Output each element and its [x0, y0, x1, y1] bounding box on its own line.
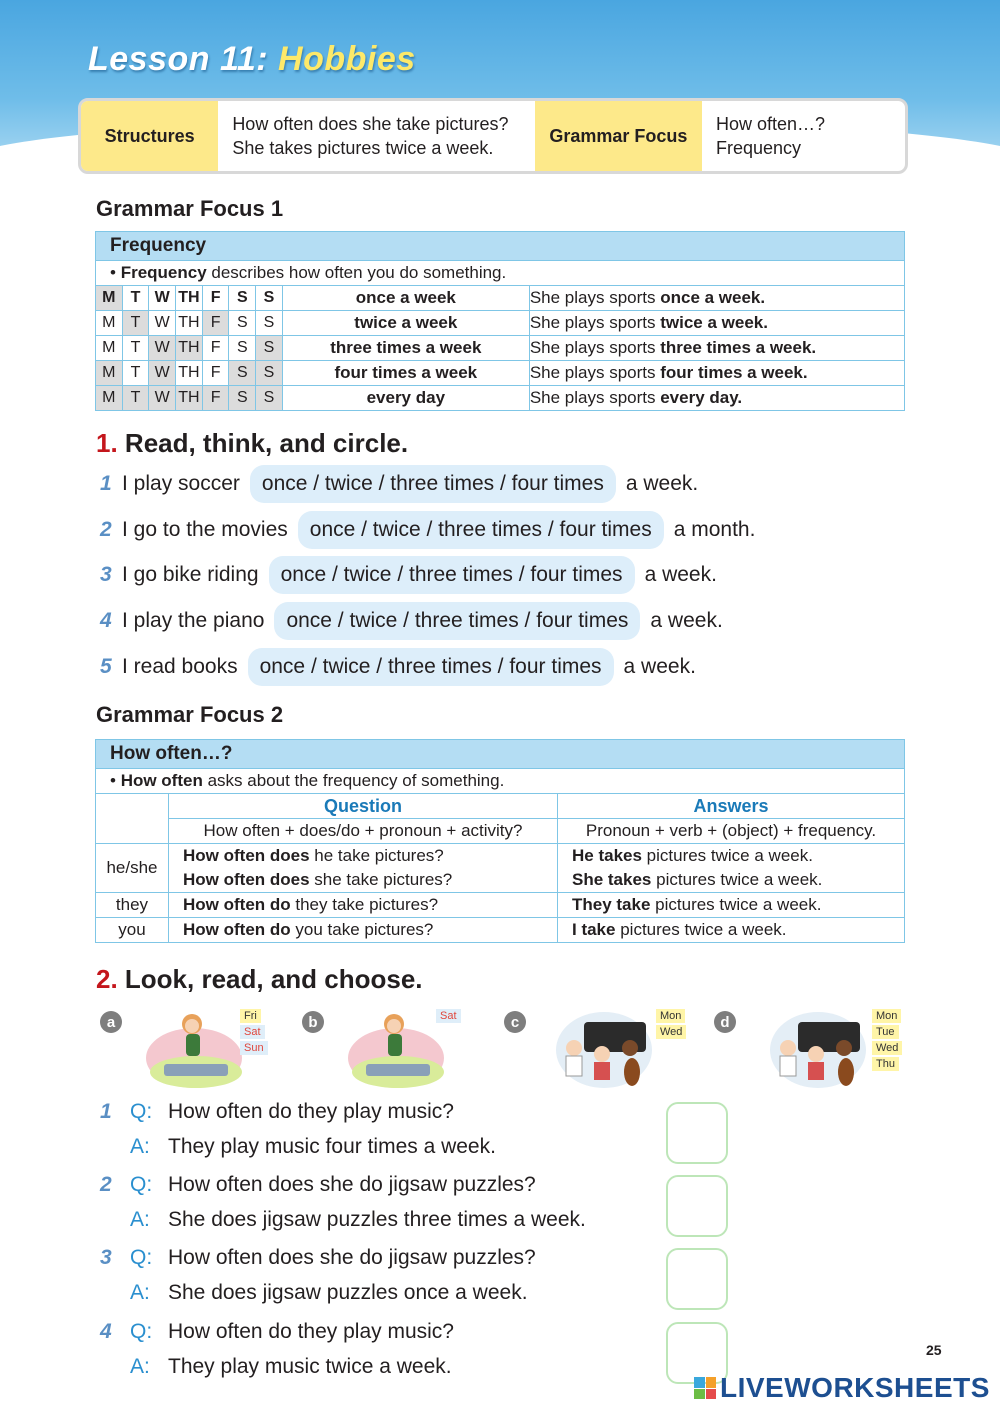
day-cell: S: [256, 336, 283, 361]
day-cell: W: [149, 336, 176, 361]
day-cell: TH: [176, 386, 203, 411]
a-label: A:: [130, 1355, 150, 1378]
structures-box: [78, 98, 908, 174]
frequency-options[interactable]: once / twice / three times / four times: [248, 648, 614, 686]
frequency-cell: every day: [282, 386, 529, 411]
question-cell: How often does she take pictures?: [169, 868, 558, 893]
how-often-band: How often…?: [96, 740, 905, 769]
item-number: 1: [100, 472, 112, 495]
day-tag: Tue: [872, 1025, 899, 1039]
day-cell: M: [96, 361, 123, 386]
example-cell: She plays sports every day.: [529, 386, 904, 411]
how-often-table: [95, 739, 905, 943]
frequency-cell: once a week: [282, 286, 529, 311]
day-cell: F: [202, 336, 229, 361]
day-cell: F: [202, 361, 229, 386]
day-cell: S: [229, 311, 256, 336]
item-number: 3: [100, 1246, 112, 1269]
example-cell: She plays sports once a week.: [529, 286, 904, 311]
answer-text: She does jigsaw puzzles once a week.: [168, 1281, 528, 1304]
exercise-2-title: 2. Look, read, and choose.: [96, 964, 423, 994]
frequency-row: [96, 361, 905, 386]
a-label: A:: [130, 1281, 150, 1304]
day-cell: T: [122, 311, 149, 336]
answers-header: Answers: [558, 794, 905, 819]
day-cell: T: [122, 286, 149, 311]
frequency-row: [96, 386, 905, 411]
question-text: How often does she do jigsaw puzzles?: [168, 1173, 536, 1196]
day-cell: TH: [176, 286, 203, 311]
structures-label: Structures: [81, 101, 218, 171]
example-cell: She plays sports twice a week.: [529, 311, 904, 336]
grammar-focus-1-heading: Grammar Focus 1: [96, 196, 284, 221]
day-cell: S: [256, 361, 283, 386]
page-number: 25: [926, 1342, 942, 1358]
day-cell: S: [229, 286, 256, 311]
frequency-cell: twice a week: [282, 311, 529, 336]
item-sentence-start: I play soccer: [122, 472, 240, 495]
grammar-focus-label: Grammar Focus: [535, 101, 702, 171]
item-sentence-end: a week.: [650, 609, 723, 632]
day-tag: Sat: [436, 1009, 461, 1023]
item-number: 4: [100, 609, 112, 632]
subject-cell: you: [96, 918, 169, 943]
item-sentence-start: I read books: [122, 655, 238, 678]
empty-corner: [96, 794, 169, 844]
question-line: [130, 1246, 536, 1270]
circle-item: [100, 647, 696, 687]
day-cell: S: [256, 386, 283, 411]
a-label: A:: [130, 1208, 150, 1231]
frequency-note: • Frequency describes how often you do something.: [96, 261, 905, 286]
day-cell: M: [96, 386, 123, 411]
question-header: Question: [169, 794, 558, 819]
day-cell: S: [229, 361, 256, 386]
question-text: How often do they play music?: [168, 1320, 454, 1343]
answer-cell: I take pictures twice a week.: [558, 918, 905, 943]
day-tag: Thu: [872, 1057, 899, 1071]
item-sentence-start: I go bike riding: [122, 563, 259, 586]
answer-text: She does jigsaw puzzles three times a week.: [168, 1208, 586, 1231]
day-cell: W: [149, 286, 176, 311]
structures-text: How often does she take pictures? She takes pictures twice a week.: [232, 114, 509, 158]
day-cell: F: [202, 386, 229, 411]
picture-letter-c: c: [504, 1011, 526, 1033]
question-line: [130, 1173, 536, 1197]
answer-formula: Pronoun + verb + (object) + frequency.: [558, 819, 905, 844]
question-text: How often does she do jigsaw puzzles?: [168, 1246, 536, 1269]
day-tag: Mon: [656, 1009, 685, 1023]
item-number: 4: [100, 1320, 112, 1343]
question-formula: How often + does/do + pronoun + activity?: [169, 819, 558, 844]
day-tags: [656, 1009, 686, 1039]
grammar-focus-2-heading: Grammar Focus 2: [96, 702, 284, 727]
answer-text: They play music four times a week.: [168, 1135, 496, 1158]
music-players-picture-d: [768, 1008, 868, 1090]
music-players-picture-c: [554, 1008, 654, 1090]
answer-cell: They take pictures twice a week.: [558, 893, 905, 918]
brand-logo: LIVEWORKSHEETS: [694, 1372, 990, 1404]
picture-letter-b: b: [302, 1011, 324, 1033]
answer-box[interactable]: [666, 1175, 728, 1237]
how-often-note: • How often asks about the frequency of something.: [96, 769, 905, 794]
answer-cell: She takes pictures twice a week.: [558, 868, 905, 893]
day-cell: F: [202, 311, 229, 336]
day-tag: Wed: [656, 1025, 686, 1039]
question-line: [130, 1100, 454, 1124]
day-cell: M: [96, 336, 123, 361]
item-sentence-end: a month.: [673, 518, 756, 541]
item-number: 5: [100, 655, 112, 678]
day-cell: W: [149, 361, 176, 386]
q-label: Q:: [130, 1320, 153, 1343]
question-line: [130, 1320, 454, 1344]
answer-line: [130, 1281, 528, 1305]
lesson-title: Lesson 11: Hobbies: [88, 40, 416, 78]
grammar-focus-text: How often…? Frequency: [715, 114, 826, 158]
day-cell: S: [256, 286, 283, 311]
subject-cell: he/she: [96, 844, 169, 893]
day-tags: [436, 1009, 461, 1023]
question-cell: How often do you take pictures?: [169, 918, 558, 943]
day-cell: M: [96, 311, 123, 336]
answer-line: [130, 1135, 496, 1159]
day-cell: W: [149, 386, 176, 411]
question-text: How often do they play music?: [168, 1100, 454, 1123]
frequency-cell: four times a week: [282, 361, 529, 386]
item-number: 2: [100, 518, 112, 541]
picture-letter-d: d: [714, 1011, 736, 1033]
answer-line: [130, 1208, 586, 1232]
item-sentence-start: I play the piano: [122, 609, 265, 632]
question-cell: How often do they take pictures?: [169, 893, 558, 918]
circle-item: [100, 464, 698, 504]
brand-logo-icon: [694, 1377, 716, 1399]
example-cell: She plays sports three times a week.: [529, 336, 904, 361]
answer-box[interactable]: [666, 1248, 728, 1310]
jigsaw-girl-picture-a: [144, 1008, 244, 1090]
frequency-options[interactable]: once / twice / three times / four times: [298, 511, 664, 549]
day-cell: TH: [176, 361, 203, 386]
day-cell: S: [229, 336, 256, 361]
day-cell: M: [96, 286, 123, 311]
day-cell: T: [122, 386, 149, 411]
day-tag: Fri: [240, 1009, 261, 1023]
frequency-options[interactable]: once / twice / three times / four times: [250, 465, 616, 503]
frequency-table: [95, 231, 905, 411]
circle-item: [100, 510, 755, 550]
day-cell: T: [122, 336, 149, 361]
day-tag: Sun: [240, 1041, 268, 1055]
day-tag: Sat: [240, 1025, 265, 1039]
q-label: Q:: [130, 1173, 153, 1196]
day-cell: W: [149, 311, 176, 336]
day-cell: TH: [176, 336, 203, 361]
day-tags: [872, 1009, 902, 1071]
item-sentence-start: I go to the movies: [122, 518, 288, 541]
q-label: Q:: [130, 1100, 153, 1123]
item-sentence-end: a week.: [623, 655, 696, 678]
title-highlight: Hobbies: [278, 40, 416, 78]
picture-options: [100, 1006, 910, 1096]
frequency-cell: three times a week: [282, 336, 529, 361]
item-number: 3: [100, 563, 112, 586]
item-sentence-end: a week.: [625, 472, 699, 495]
a-label: A:: [130, 1135, 150, 1158]
question-cell: How often does he take pictures?: [169, 844, 558, 869]
item-sentence-end: a week.: [644, 563, 717, 586]
exercise-1-title: 1. Read, think, and circle.: [96, 428, 409, 458]
subject-cell: they: [96, 893, 169, 918]
frequency-row: [96, 311, 905, 336]
frequency-band: Frequency: [96, 232, 905, 261]
day-tag: Mon: [872, 1009, 901, 1023]
circle-item: [100, 555, 717, 595]
day-cell: T: [122, 361, 149, 386]
answer-line: [130, 1355, 452, 1379]
item-number: 2: [100, 1173, 112, 1196]
picture-letter-a: a: [100, 1011, 122, 1033]
day-cell: S: [229, 386, 256, 411]
frequency-options[interactable]: once / twice / three times / four times: [269, 556, 635, 594]
circle-item: [100, 601, 723, 641]
day-cell: F: [202, 286, 229, 311]
item-number: 1: [100, 1100, 112, 1123]
jigsaw-girl-picture-b: [346, 1008, 446, 1090]
day-tag: Wed: [872, 1041, 902, 1055]
answer-cell: He takes pictures twice a week.: [558, 844, 905, 869]
day-tags: [240, 1009, 268, 1055]
answer-text: They play music twice a week.: [168, 1355, 452, 1378]
frequency-row: [96, 336, 905, 361]
example-cell: She plays sports four times a week.: [529, 361, 904, 386]
day-cell: TH: [176, 311, 203, 336]
answer-box[interactable]: [666, 1102, 728, 1164]
day-cell: S: [256, 311, 283, 336]
frequency-row: [96, 286, 905, 311]
q-label: Q:: [130, 1246, 153, 1269]
frequency-options[interactable]: once / twice / three times / four times: [274, 602, 640, 640]
